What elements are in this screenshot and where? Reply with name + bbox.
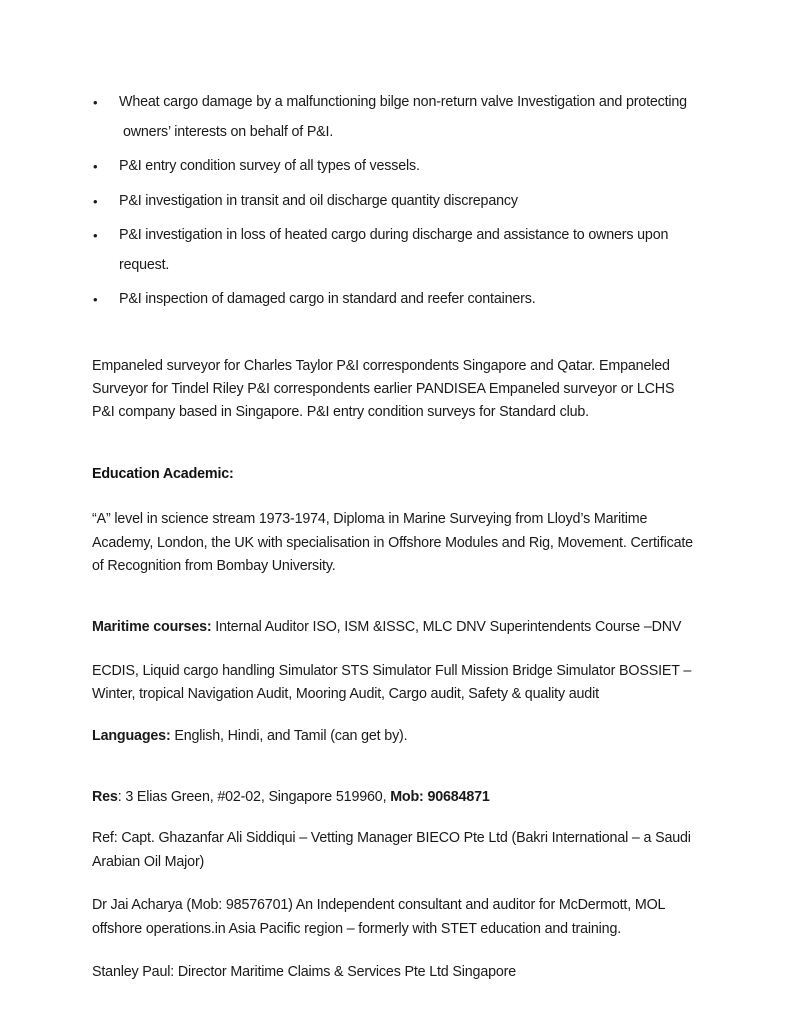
spacer: [92, 486, 696, 508]
bullet-icon: •: [93, 292, 98, 307]
spacer: [92, 578, 696, 616]
spacer: [92, 809, 696, 827]
empanelled-paragraph: Empaneled surveyor for Charles Taylor P&I correspondents Singapore and Qatar. Empaneled Surveyor for Tindel Riley P&I correspondents earlier PANDISEA Empaneled surveyor or LCHS P&I company based in Singapore. P&I entry condition surveys for Standard club.: [92, 357, 675, 421]
list-item-text: P&I investigation in loss of heated cargo during discharge and assistance to owners upon request.: [119, 227, 669, 273]
spacer: [92, 640, 696, 660]
reference-entry: Stanley Paul: Director Maritime Claims & Services Pte Ltd Singapore: [92, 964, 517, 980]
languages-value: English, Hindi, and Tamil (can get by).: [170, 727, 408, 744]
bullet-icon: •: [93, 95, 98, 110]
list-item-text: P&I entry condition survey of all types of vessels.: [119, 158, 420, 174]
spacer: [92, 748, 696, 786]
mobile-number: Mob: 90684871: [390, 788, 490, 805]
list-item-text: Wheat cargo damage by a malfunctioning bilge non-return valve Investigation and protecting: [119, 94, 687, 110]
residence-contact-line: [92, 786, 696, 809]
list-item: [92, 285, 696, 315]
list-item-text-continued: owners’ interests on behalf of P&I.: [123, 123, 334, 140]
list-item: [92, 221, 696, 280]
list-item: [92, 152, 696, 182]
bullet-icon: •: [93, 193, 98, 209]
list-item: [92, 88, 696, 147]
reference-entry: Ref: Capt. Ghazanfar Ali Siddiqui – Vetting Manager BIECO Pte Ltd (Bakri International – a Saudi Arabian Oil Major): [92, 830, 691, 870]
reference-entry: Dr Jai Acharya (Mob: 98576701) An Independent consultant and auditor for McDermott, MOL offshore operations.in Asia Pacific region – formerly with STET education and training.: [92, 897, 665, 937]
bullet-icon: •: [93, 228, 98, 243]
languages-label: Languages:: [92, 727, 171, 744]
maritime-courses-label: Maritime courses:: [92, 619, 212, 636]
list-item: [92, 187, 696, 217]
residence-label: Res: [92, 788, 118, 805]
education-heading: Education Academic:: [92, 465, 234, 482]
maritime-courses-continuation: ECDIS, Liquid cargo handling Simulator STS Simulator Full Mission Bridge Simulator BOSSIET –Winter, tropical Navigation Audit, Mooring Audit, Cargo audit, Safety & quality audit: [92, 662, 692, 703]
spacer: [92, 941, 696, 961]
services-bullet-list: [92, 88, 696, 315]
spacer: [92, 425, 696, 463]
bullet-icon: •: [93, 159, 98, 174]
maritime-courses-line: [92, 616, 696, 639]
spacer: [92, 320, 696, 355]
spacer: [92, 707, 696, 725]
residence-address: : 3 Elias Green, #02-02, Singapore 519960,: [117, 788, 391, 805]
languages-line: [92, 725, 696, 748]
education-body: “A” level in science stream 1973-1974, Diploma in Marine Surveying from Lloyd’s Maritime Academy, London, the UK with specialisation in Offshore Modules and Rig, Movement. Certificate of Recognition from Bombay University.: [92, 511, 693, 574]
list-item-text: P&I investigation in transit and oil discharge quantity discrepancy: [119, 192, 518, 209]
spacer: [92, 874, 696, 894]
document-body: [92, 88, 696, 984]
maritime-courses-value: Internal Auditor ISO, ISM &ISSC, MLC DNV Superintendents Course –DNV: [211, 619, 682, 636]
list-item-text: P&I inspection of damaged cargo in standard and reefer containers.: [119, 291, 536, 307]
